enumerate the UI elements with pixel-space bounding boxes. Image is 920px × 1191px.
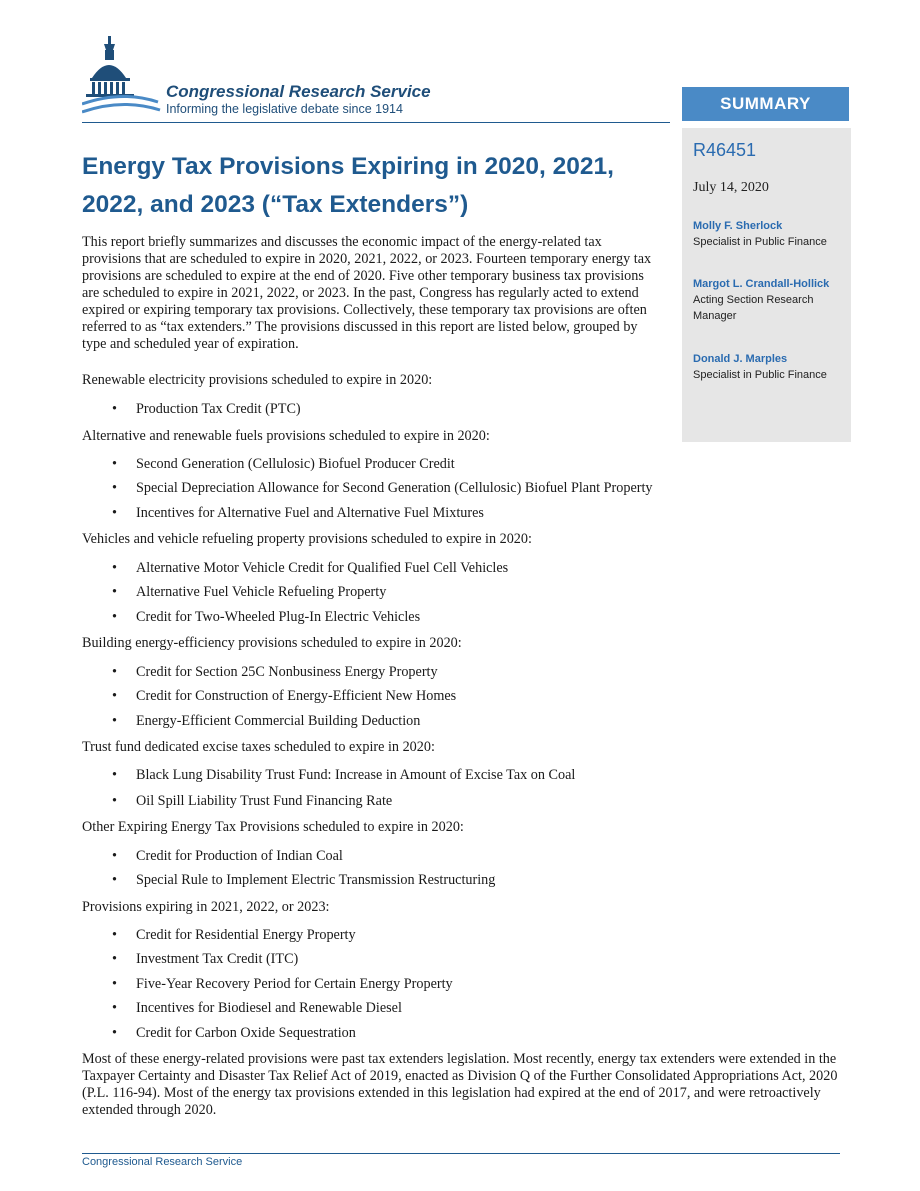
- list-item: •Second Generation (Cellulosic) Biofuel Producer Credit: [112, 456, 455, 473]
- footer-divider: [82, 1153, 840, 1154]
- list-item: •Investment Tax Credit (ITC): [112, 951, 298, 968]
- bullet-icon: [112, 951, 136, 968]
- list-item: •Black Lung Disability Trust Fund: Increase in Amount of Excise Tax on Coal: [112, 767, 575, 784]
- list-item: •Credit for Construction of Energy-Efficient New Homes: [112, 688, 456, 705]
- intro-paragraph: This report briefly summarizes and discusses the economic impact of the energy-related tax provisions that are scheduled to expire in 2020, 2021, 2022, or 2023. Fourteen temporary energy tax provisions are scheduled to expire at the end of 2020. Five other temporary business tax provisions are scheduled to expire in 2021, 2022, or 2023. In the past, Congress has regularly acted to extend expired or expiring temporary tax provisions. Collectively, these temporary tax provisions are often referred to as “tax extenders.” The provisions discussed in this report are listed below, grouped by type and scheduled year of expiration.: [82, 234, 652, 352]
- list-item: •Incentives for Biodiesel and Renewable Diesel: [112, 1000, 402, 1017]
- bullet-icon: [112, 848, 136, 865]
- bullet-icon: [112, 401, 136, 418]
- page-title: Energy Tax Provisions Expiring in 2020, 2021, 2022, and 2023 (“Tax Extenders”): [82, 153, 614, 218]
- bullet-icon: [112, 609, 136, 626]
- bullet-icon: [112, 505, 136, 522]
- author-name: Margot L. Crandall-Hollick: [693, 278, 830, 290]
- report-number: R46451: [693, 140, 757, 160]
- author-title: Specialist in Public Finance: [693, 236, 827, 248]
- author-name: Molly F. Sherlock: [693, 220, 783, 232]
- list-item: •Credit for Section 25C Nonbusiness Energy Property: [112, 664, 438, 681]
- section-label: Provisions expiring in 2021, 2022, or 2023:: [82, 899, 330, 915]
- list-item: •Alternative Fuel Vehicle Refueling Property: [112, 584, 386, 601]
- list-item: •Special Rule to Implement Electric Transmission Restructuring: [112, 872, 495, 889]
- list-item: •Five-Year Recovery Period for Certain Energy Property: [112, 976, 453, 993]
- org-name: Congressional Research Service: [166, 82, 431, 101]
- bullet-icon: [112, 560, 136, 577]
- section-label: Alternative and renewable fuels provisions scheduled to expire in 2020:: [82, 428, 490, 444]
- list-item: •Credit for Two-Wheeled Plug-In Electric Vehicles: [112, 609, 420, 626]
- bullet-icon: [112, 976, 136, 993]
- header-divider: [82, 122, 670, 123]
- list-item: •Incentives for Alternative Fuel and Alternative Fuel Mixtures: [112, 505, 484, 522]
- author-title: Acting Section Research Manager: [693, 294, 814, 322]
- bullet-icon: [112, 456, 136, 473]
- list-item: •Production Tax Credit (PTC): [112, 401, 301, 418]
- author-name: Donald J. Marples: [693, 353, 788, 365]
- author-block: [693, 218, 849, 250]
- bullet-icon: [112, 1000, 136, 1017]
- bullet-icon: [112, 767, 136, 784]
- bullet-icon: [112, 872, 136, 889]
- summary-label: SUMMARY: [682, 87, 849, 121]
- bullet-icon: [112, 480, 136, 497]
- bullet-icon: [112, 664, 136, 681]
- author-block: [693, 276, 849, 324]
- bullet-icon: [112, 713, 136, 730]
- bullet-icon: [112, 1025, 136, 1042]
- org-tagline: Informing the legislative debate since 1914: [166, 102, 403, 116]
- capitol-dome-icon: [82, 34, 164, 124]
- crs-logo: [82, 34, 482, 124]
- section-label: Building energy-efficiency provisions scheduled to expire in 2020:: [82, 635, 462, 651]
- list-item: •Credit for Production of Indian Coal: [112, 848, 343, 865]
- author-title: Specialist in Public Finance: [693, 369, 827, 381]
- list-item: •Credit for Residential Energy Property: [112, 927, 356, 944]
- section-label: Trust fund dedicated excise taxes scheduled to expire in 2020:: [82, 739, 435, 755]
- section-label: Renewable electricity provisions scheduled to expire in 2020:: [82, 372, 433, 388]
- list-item: •Oil Spill Liability Trust Fund Financing Rate: [112, 793, 392, 810]
- report-date: July 14, 2020: [693, 180, 769, 195]
- list-item: •Energy-Efficient Commercial Building Deduction: [112, 713, 420, 730]
- footer-text: Congressional Research Service: [82, 1156, 243, 1168]
- bullet-icon: [112, 793, 136, 810]
- list-item: •Special Depreciation Allowance for Second Generation (Cellulosic) Biofuel Plant Property: [112, 480, 653, 497]
- section-label: Vehicles and vehicle refueling property provisions scheduled to expire in 2020:: [82, 531, 532, 547]
- bullet-icon: [112, 688, 136, 705]
- summary-sidebar: [682, 128, 851, 442]
- bullet-icon: [112, 584, 136, 601]
- section-label: Other Expiring Energy Tax Provisions scheduled to expire in 2020:: [82, 819, 464, 835]
- list-item: •Credit for Carbon Oxide Sequestration: [112, 1025, 356, 1042]
- closing-paragraph: Most of these energy-related provisions were past tax extenders legislation. Most recently, energy tax extenders were extended in the Taxpayer Certainty and Disaster Tax Relief Act of 2019, enacted as Division Q of the Further Consolidated Appropriations Act, 2020 (P.L. 116-94). Most of the energy tax provisions extended in this legislation had expired at the end of 2017, and were retroactively extended through 2020.: [82, 1051, 838, 1118]
- bullet-icon: [112, 927, 136, 944]
- author-block: [693, 351, 849, 383]
- list-item: •Alternative Motor Vehicle Credit for Qualified Fuel Cell Vehicles: [112, 560, 508, 577]
